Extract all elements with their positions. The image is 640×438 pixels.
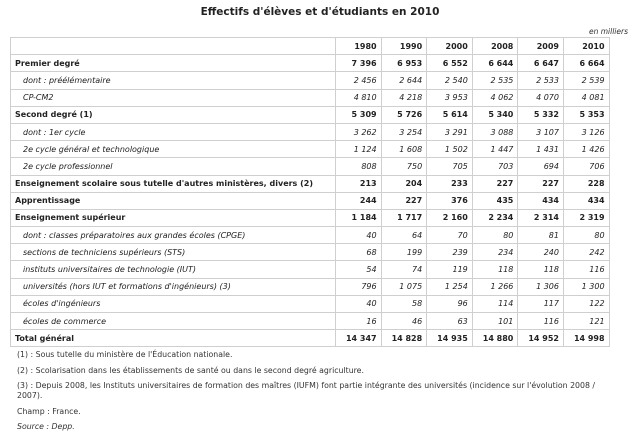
table-cell: 3 254 [381,123,427,140]
table-cell: 1 431 [518,141,564,158]
source-label: Source [17,422,44,431]
table-cell: 4 810 [336,89,382,106]
table-cell: 40 [336,227,382,244]
table-cell: 2 319 [563,209,609,226]
table-cell: 1 608 [381,141,427,158]
table-cell: 118 [472,261,518,278]
table-body [11,55,610,347]
row-label: Enseignement supérieur [11,209,336,226]
table-cell: 5 614 [427,106,473,123]
column-header-2000: 2000 [427,38,473,55]
table-cell: 1 184 [336,209,382,226]
table-cell: 2 533 [518,72,564,89]
row-label: dont : préélémentaire [11,72,336,89]
row-label: Apprentissage [11,192,336,209]
table-cell: 4 218 [381,89,427,106]
table-cell: 376 [427,192,473,209]
row-label: dont : 1er cycle [11,123,336,140]
row-label: Second degré (1) [11,106,336,123]
table-cell: 240 [518,244,564,261]
footnote-2: (2) : Scolarisation dans les établissements de santé ou dans le second degré agriculture. [17,365,364,375]
table-cell: 3 088 [472,123,518,140]
table-cell: 1 300 [563,278,609,295]
column-header-1990: 1990 [381,38,427,55]
table-cell: 1 306 [518,278,564,295]
table-cell: 1 502 [427,141,473,158]
table-cell: 14 828 [381,330,427,347]
table-cell: 2 535 [472,72,518,89]
table-cell: 74 [381,261,427,278]
table-row [11,55,610,72]
row-label: Premier degré [11,55,336,72]
table-cell: 14 952 [518,330,564,347]
table-cell: 3 107 [518,123,564,140]
table-row [11,123,610,140]
table-cell: 694 [518,158,564,175]
table-cell: 16 [336,313,382,330]
column-header-1980: 1980 [336,38,382,55]
table-cell: 1 717 [381,209,427,226]
table-cell: 1 447 [472,141,518,158]
table-cell: 2 314 [518,209,564,226]
footnotes [17,350,617,438]
table-cell: 6 953 [381,55,427,72]
table-cell: 4 062 [472,89,518,106]
footnote-3: (3) : Depuis 2008, les Instituts universitaires de formation des maîtres (IUFM) font partie intégrante des universités (incidence sur l'évolution 2008 / 2007). [17,381,596,400]
table-cell: 242 [563,244,609,261]
table-cell: 63 [427,313,473,330]
table-cell: 2 160 [427,209,473,226]
table-cell: 796 [336,278,382,295]
table-cell: 101 [472,313,518,330]
row-label: instituts universitaires de technologie (IUT) [11,261,336,278]
table-cell: 96 [427,295,473,312]
table-cell: 14 880 [472,330,518,347]
table-cell: 213 [336,175,382,192]
table-cell: 4 081 [563,89,609,106]
table-cell: 116 [518,313,564,330]
table-cell: 3 126 [563,123,609,140]
table-cell: 122 [563,295,609,312]
table-row [11,89,610,106]
table-cell: 2 539 [563,72,609,89]
row-label: écoles de commerce [11,313,336,330]
table-row [11,227,610,244]
table-cell: 6 552 [427,55,473,72]
table-cell: 117 [518,295,564,312]
table-row [11,278,610,295]
column-header-2008: 2008 [472,38,518,55]
table-cell: 204 [381,175,427,192]
footnote-1: (1) : Sous tutelle du ministère de l'Éducation nationale. [17,350,233,359]
table-cell: 1 254 [427,278,473,295]
table-cell: 233 [427,175,473,192]
table-cell: 121 [563,313,609,330]
table-row [11,295,610,312]
table-cell: 435 [472,192,518,209]
table-cell: 46 [381,313,427,330]
row-label: 2e cycle général et technologique [11,141,336,158]
column-header [11,38,336,55]
table-cell: 234 [472,244,518,261]
table-cell: 227 [381,192,427,209]
table-cell: 6 647 [518,55,564,72]
table-cell: 6 664 [563,55,609,72]
table-cell: 2 644 [381,72,427,89]
table-cell: 1 075 [381,278,427,295]
table-cell: 434 [518,192,564,209]
table-cell: 14 935 [427,330,473,347]
source-note [17,422,617,432]
table-row [11,330,610,347]
table-row [11,106,610,123]
table-cell: 118 [518,261,564,278]
table-cell: 68 [336,244,382,261]
table-cell: 54 [336,261,382,278]
table-cell: 2 456 [336,72,382,89]
row-label: 2e cycle professionnel [11,158,336,175]
table-row [11,192,610,209]
table-cell: 6 644 [472,55,518,72]
unit-label: en milliers [589,27,628,36]
table-row [11,72,610,89]
table-cell: 114 [472,295,518,312]
table-cell: 705 [427,158,473,175]
table-cell: 70 [427,227,473,244]
table-cell: 3 291 [427,123,473,140]
table-title: Effectifs d'élèves et d'étudiants en 2010 [200,6,440,18]
table-cell: 1 426 [563,141,609,158]
statistics-table [10,37,610,347]
table-row [11,158,610,175]
table-cell: 750 [381,158,427,175]
row-label: écoles d'ingénieurs [11,295,336,312]
table-cell: 706 [563,158,609,175]
row-label: sections de techniciens supérieurs (STS) [11,244,336,261]
row-label: universités (hors IUT et formations d'ingénieurs) (3) [11,278,336,295]
table-cell: 228 [563,175,609,192]
table-cell: 80 [472,227,518,244]
table-row [11,175,610,192]
table-row [11,261,610,278]
table-cell: 227 [518,175,564,192]
source-value: : Depp. [43,422,75,431]
table-cell: 64 [381,227,427,244]
table-cell: 7 396 [336,55,382,72]
table-cell: 119 [427,261,473,278]
table-cell: 244 [336,192,382,209]
table-cell: 808 [336,158,382,175]
table-cell: 5 726 [381,106,427,123]
row-label: CP-CM2 [11,89,336,106]
table-cell: 40 [336,295,382,312]
row-label: dont : classes préparatoires aux grandes écoles (CPGE) [11,227,336,244]
table-cell: 80 [563,227,609,244]
table-cell: 5 332 [518,106,564,123]
table-cell: 14 347 [336,330,382,347]
row-label: Total général [11,330,336,347]
table-cell: 2 540 [427,72,473,89]
table-cell: 5 340 [472,106,518,123]
table-cell: 5 309 [336,106,382,123]
table-cell: 1 266 [472,278,518,295]
table-header-row [11,38,610,55]
table-cell: 3 953 [427,89,473,106]
table-cell: 227 [472,175,518,192]
table-row [11,141,610,158]
table-cell: 58 [381,295,427,312]
column-header-2010: 2010 [563,38,609,55]
table-cell: 703 [472,158,518,175]
table-cell: 116 [563,261,609,278]
table-row [11,244,610,261]
row-label: Enseignement scolaire sous tutelle d'autres ministères, divers (2) [11,175,336,192]
scope-note: Champ : France. [17,406,81,416]
table-cell: 239 [427,244,473,261]
table-row [11,209,610,226]
table-cell: 5 353 [563,106,609,123]
table-cell: 3 262 [336,123,382,140]
table-cell: 434 [563,192,609,209]
table-row [11,313,610,330]
column-header-2009: 2009 [518,38,564,55]
table-cell: 4 070 [518,89,564,106]
table-cell: 81 [518,227,564,244]
table-cell: 14 998 [563,330,609,347]
table-cell: 2 234 [472,209,518,226]
table-cell: 199 [381,244,427,261]
table-cell: 1 124 [336,141,382,158]
